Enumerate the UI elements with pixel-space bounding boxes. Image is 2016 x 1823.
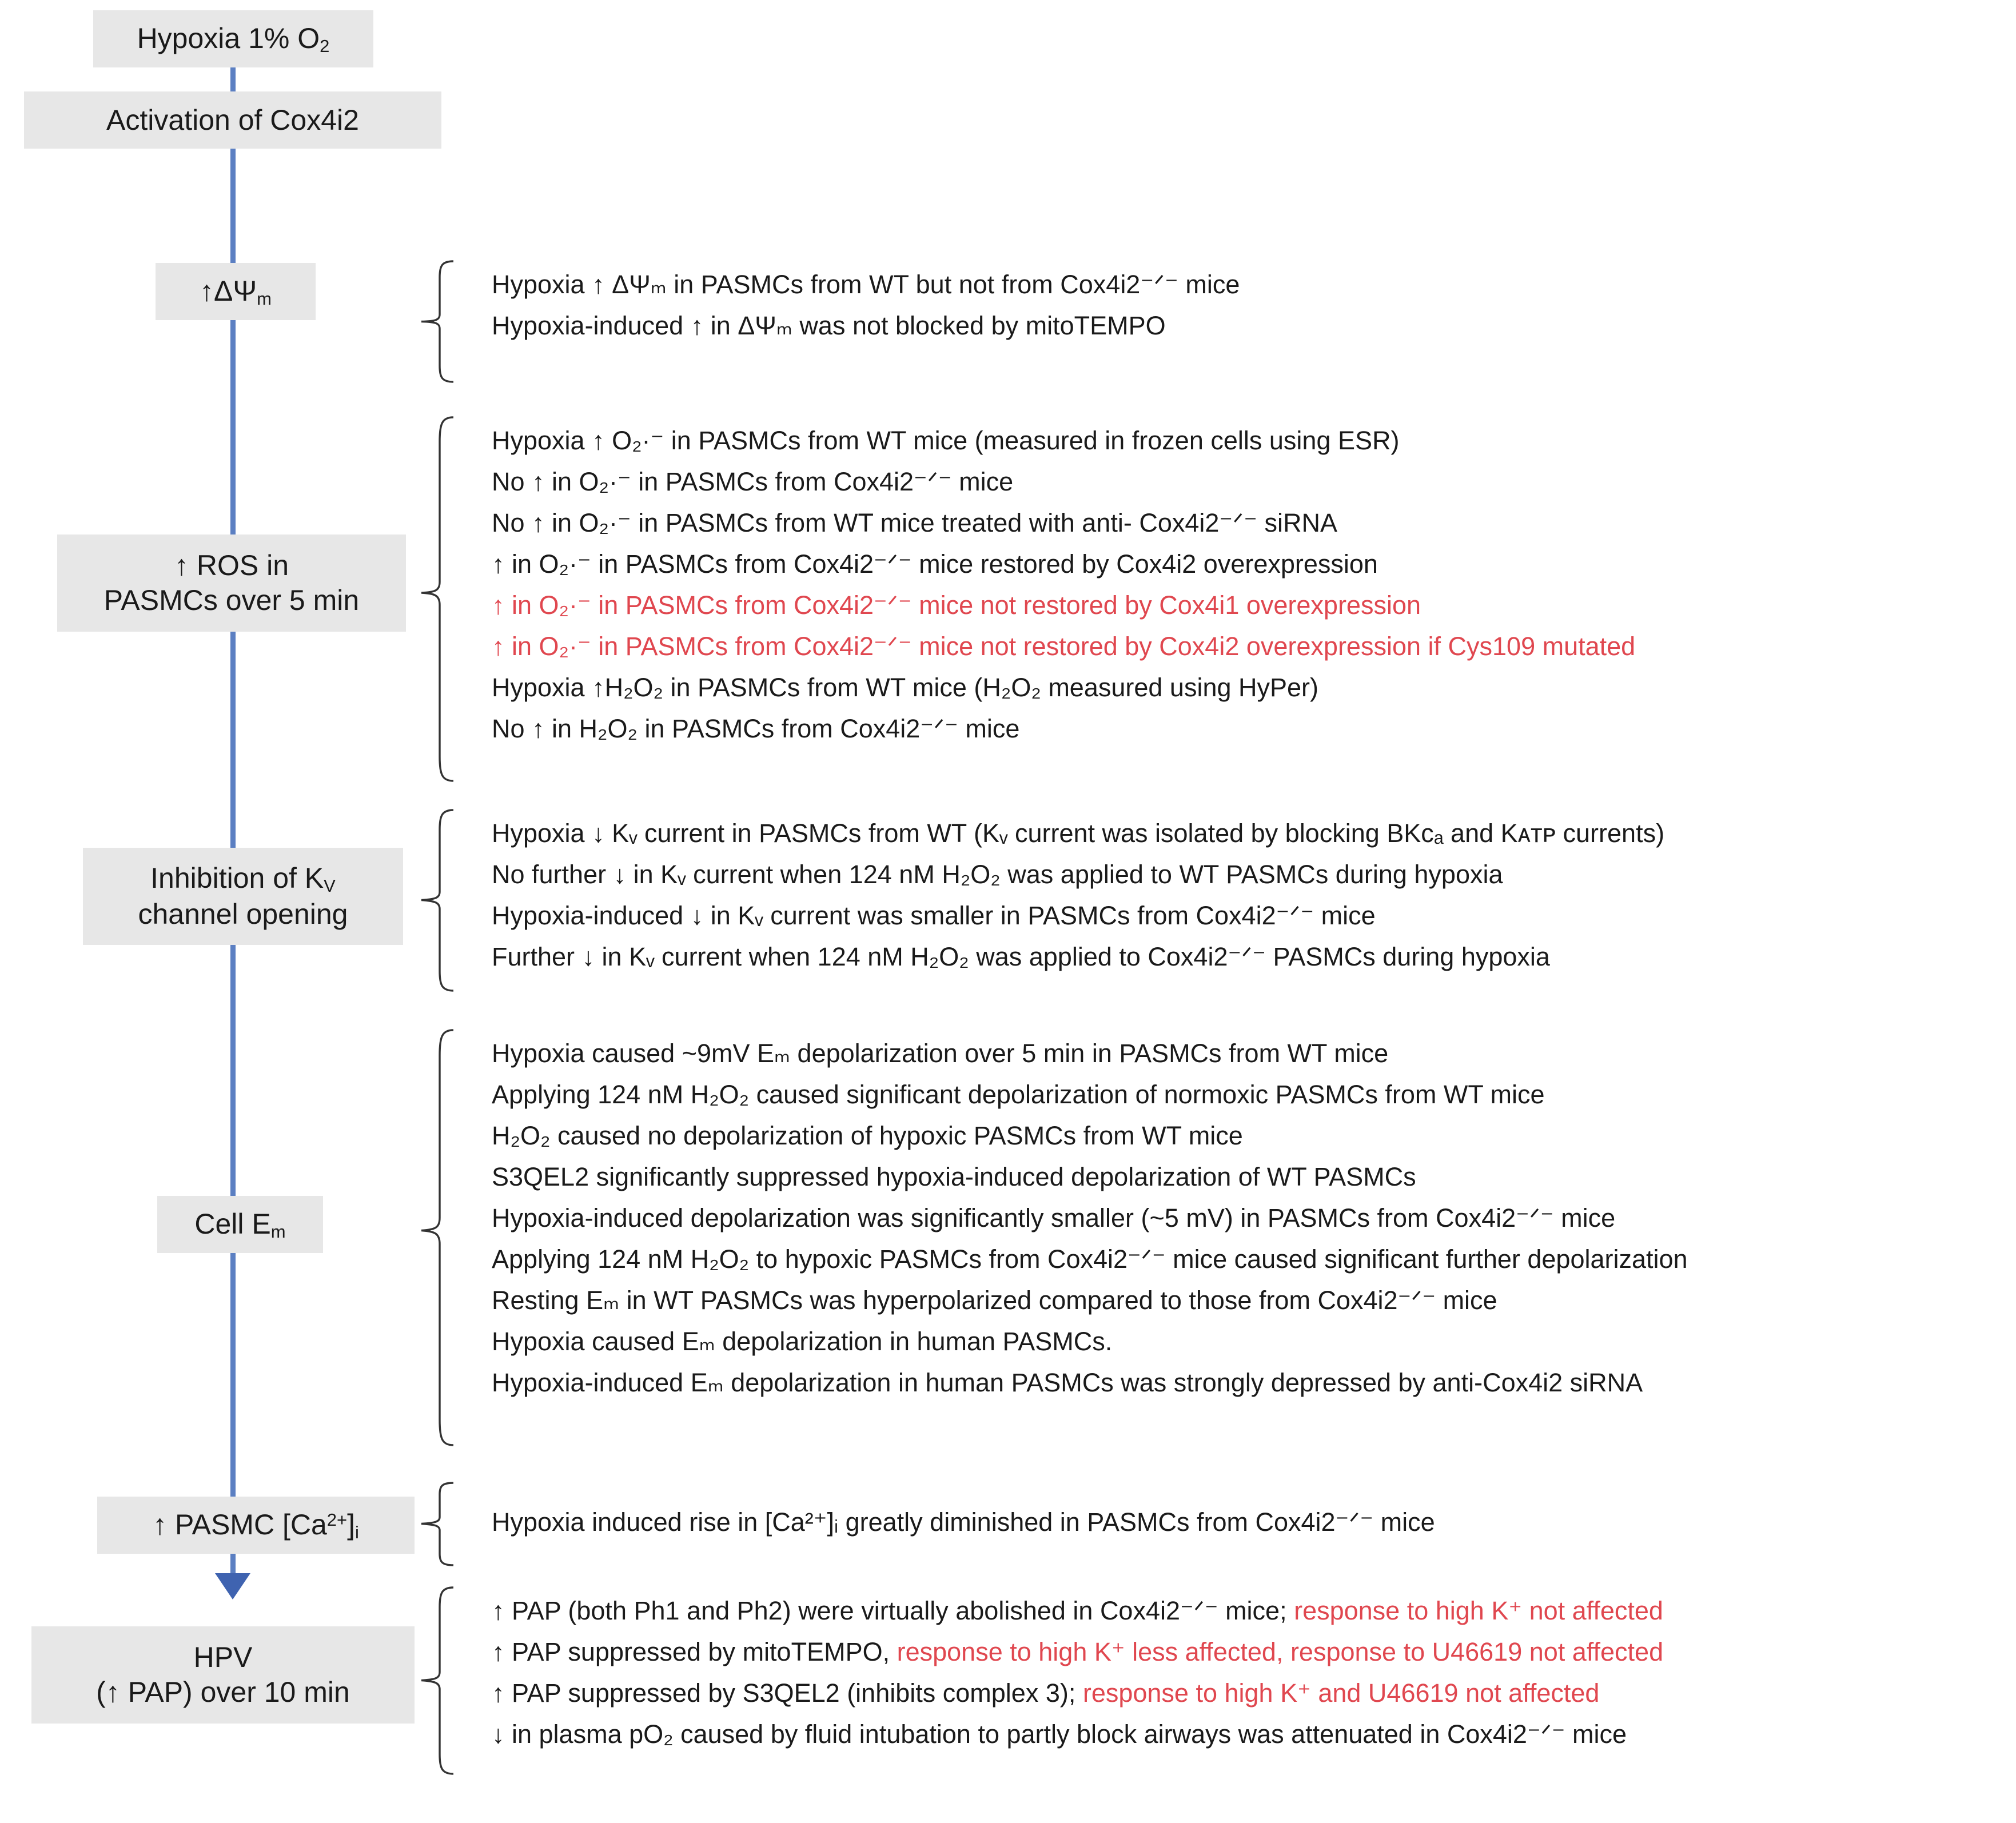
brace-delta-psi-m [420, 260, 455, 383]
note-line [492, 551, 1635, 592]
note-line [492, 1082, 1688, 1123]
brace-hpv [420, 1586, 455, 1775]
note-segment: Hypoxia caused Eₘ depolarization in human PASMCs. [492, 1327, 1113, 1356]
note-segment: Hypoxia induced rise in [Ca²⁺]ᵢ greatly diminished in PASMCs from Cox4i2⁻ᐟ⁻ mice [492, 1507, 1435, 1537]
note-line [492, 1040, 1688, 1082]
notes-ros [492, 428, 1635, 757]
note-segment: ↑ PAP (both Ph1 and Ph2) were virtually abolished in Cox4i2⁻ᐟ⁻ mice; [492, 1596, 1294, 1625]
note-line [492, 716, 1635, 757]
stage-label-hpv-line2: (↑ PAP) over 10 min [96, 1676, 350, 1708]
stage-label-kv-line1: Inhibition of $K_V$ [150, 862, 336, 896]
note-line [492, 1370, 1688, 1411]
note-segment: Hypoxia ↑ O₂·⁻ in PASMCs from WT mice (measured in frozen cells using ESR) [492, 426, 1400, 455]
note-segment: response to high K⁺ less affected, response to U46619 not affected [897, 1637, 1664, 1666]
note-segment: ↑ in O₂·⁻ in PASMCs from Cox4i2⁻ᐟ⁻ mice restored by Cox4i2 overexpression [492, 549, 1378, 579]
brace-ros [420, 416, 455, 782]
stage-label-ros-line2: PASMCs over 5 min [103, 584, 360, 616]
note-line [492, 428, 1635, 469]
brace-cell-em [420, 1029, 455, 1446]
note-line [492, 272, 1240, 313]
note-line [492, 1509, 1435, 1550]
note-line [492, 903, 1664, 944]
note-segment: Hypoxia caused ~9mV Eₘ depolarization over 5 min in PASMCs from WT mice [492, 1039, 1389, 1068]
note-line [492, 633, 1635, 675]
note-line [492, 1680, 1663, 1721]
note-line [492, 1123, 1688, 1164]
note-line [492, 820, 1664, 861]
note-line [492, 1598, 1663, 1639]
stage-box-pasmc-ca [97, 1497, 415, 1554]
stage-label-cell-em: Cell $E_m$ [194, 1207, 286, 1242]
note-segment: ↑ in O₂·⁻ in PASMCs from Cox4i2⁻ᐟ⁻ mice not restored by Cox4i1 overexpression [492, 591, 1421, 620]
note-segment: Applying 124 nM H₂O₂ to hypoxic PASMCs from Cox4i2⁻ᐟ⁻ mice caused significant further depolarization [492, 1244, 1688, 1274]
notes-delta-psi-m [492, 272, 1240, 354]
stage-box-delta-psi-m [156, 263, 316, 320]
note-line [492, 1205, 1688, 1246]
note-segment: Hypoxia-induced depolarization was significantly smaller (~5 mV) in PASMCs from Cox4i2⁻ᐟ⁻ mice [492, 1203, 1616, 1232]
note-segment: Resting Eₘ in WT PASMCs was hyperpolarized compared to those from Cox4i2⁻ᐟ⁻ mice [492, 1286, 1497, 1315]
note-segment: No ↑ in O₂·⁻ in PASMCs from Cox4i2⁻ᐟ⁻ mice [492, 467, 1014, 496]
stage-box-hypoxia [93, 10, 373, 67]
note-line [492, 592, 1635, 633]
note-segment: Hypoxia-induced Eₘ depolarization in human PASMCs was strongly depressed by anti-Cox4i2 siRNA [492, 1368, 1643, 1397]
note-segment: Hypoxia ↑H₂O₂ in PASMCs from WT mice (H₂O₂ measured using HyPer) [492, 673, 1319, 702]
stage-box-ros [57, 534, 406, 632]
notes-cell-em [492, 1040, 1688, 1411]
notes-hpv [492, 1598, 1663, 1762]
stage-box-hpv [31, 1626, 415, 1724]
note-line [492, 1639, 1663, 1680]
note-line [492, 469, 1635, 510]
note-segment: S3QEL2 significantly suppressed hypoxia-induced depolarization of WT PASMCs [492, 1162, 1416, 1191]
note-segment: ↓ in plasma pO₂ caused by fluid intubation to partly block airways was attenuated in Cox4i2⁻ᐟ⁻ mice [492, 1720, 1627, 1749]
note-line [492, 1721, 1663, 1762]
stage-label-hpv-line1: HPV [193, 1641, 253, 1673]
flow-spine-arrowhead-icon [215, 1573, 250, 1599]
note-segment: Hypoxia-induced ↓ in Kᵥ current was smaller in PASMCs from Cox4i2⁻ᐟ⁻ mice [492, 901, 1376, 930]
note-segment: Further ↓ in Kᵥ current when 124 nM H₂O₂ was applied to Cox4i2⁻ᐟ⁻ PASMCs during hypoxia [492, 942, 1550, 971]
note-line [492, 1164, 1688, 1205]
note-line [492, 675, 1635, 716]
stage-label-cox4i2-activation: Activation of Cox4i2 [106, 103, 359, 136]
note-segment: response to high K⁺ and U46619 not affected [1082, 1678, 1600, 1708]
note-segment: Hypoxia ↓ Kᵥ current in PASMCs from WT (Kᵥ current was isolated by blocking BKᴄₐ and Kᴀᴛᴘ currents) [492, 819, 1665, 848]
stage-label-delta-psi-m: $↑\Delta\Psi_m$ [200, 274, 272, 309]
note-line [492, 1246, 1688, 1287]
note-segment: No ↑ in H₂O₂ in PASMCs from Cox4i2⁻ᐟ⁻ mice [492, 714, 1020, 743]
note-segment: No ↑ in O₂·⁻ in PASMCs from WT mice treated with anti- Cox4i2⁻ᐟ⁻ siRNA [492, 508, 1337, 537]
notes-pasmc-ca [492, 1509, 1435, 1550]
note-segment: ↑ PAP suppressed by mitoTEMPO, [492, 1637, 897, 1666]
note-segment: response to high K⁺ not affected [1294, 1596, 1663, 1625]
note-line [492, 944, 1664, 985]
note-segment: ↑ PAP suppressed by S3QEL2 (inhibits complex 3); [492, 1678, 1083, 1708]
note-segment: ↑ in O₂·⁻ in PASMCs from Cox4i2⁻ᐟ⁻ mice not restored by Cox4i2 overexpression if Cys109 mutated [492, 632, 1636, 661]
note-segment: Hypoxia ↑ ΔΨₘ in PASMCs from WT but not from Cox4i2⁻ᐟ⁻ mice [492, 270, 1240, 299]
note-segment: Hypoxia-induced ↑ in ΔΨₘ was not blocked by mitoTEMPO [492, 311, 1166, 340]
stage-label-ros-line1: ↑ ROS in [174, 549, 289, 581]
note-segment: H₂O₂ caused no depolarization of hypoxic PASMCs from WT mice [492, 1121, 1243, 1150]
brace-pasmc-ca [420, 1482, 455, 1566]
stage-box-cell-em [157, 1196, 323, 1253]
note-line [492, 861, 1664, 903]
note-segment: Applying 124 nM H₂O₂ caused significant depolarization of normoxic PASMCs from WT mice [492, 1080, 1545, 1109]
stage-label-kv-line2: channel opening [138, 897, 348, 930]
notes-kv [492, 820, 1664, 985]
stage-label-pasmc-ca: ↑ PASMC $[Ca^{2+}]_i$ [153, 1508, 359, 1542]
note-line [492, 510, 1635, 551]
stage-box-cox4i2-activation [24, 91, 441, 149]
note-line [492, 313, 1240, 354]
note-segment: No further ↓ in Kᵥ current when 124 nM H₂O₂ was applied to WT PASMCs during hypoxia [492, 860, 1503, 889]
note-line [492, 1287, 1688, 1329]
stage-label-hypoxia: Hypoxia 1% $O_2$ [137, 22, 330, 56]
stage-box-kv-inhibition [83, 848, 403, 945]
note-line [492, 1329, 1688, 1370]
brace-kv [420, 809, 455, 992]
